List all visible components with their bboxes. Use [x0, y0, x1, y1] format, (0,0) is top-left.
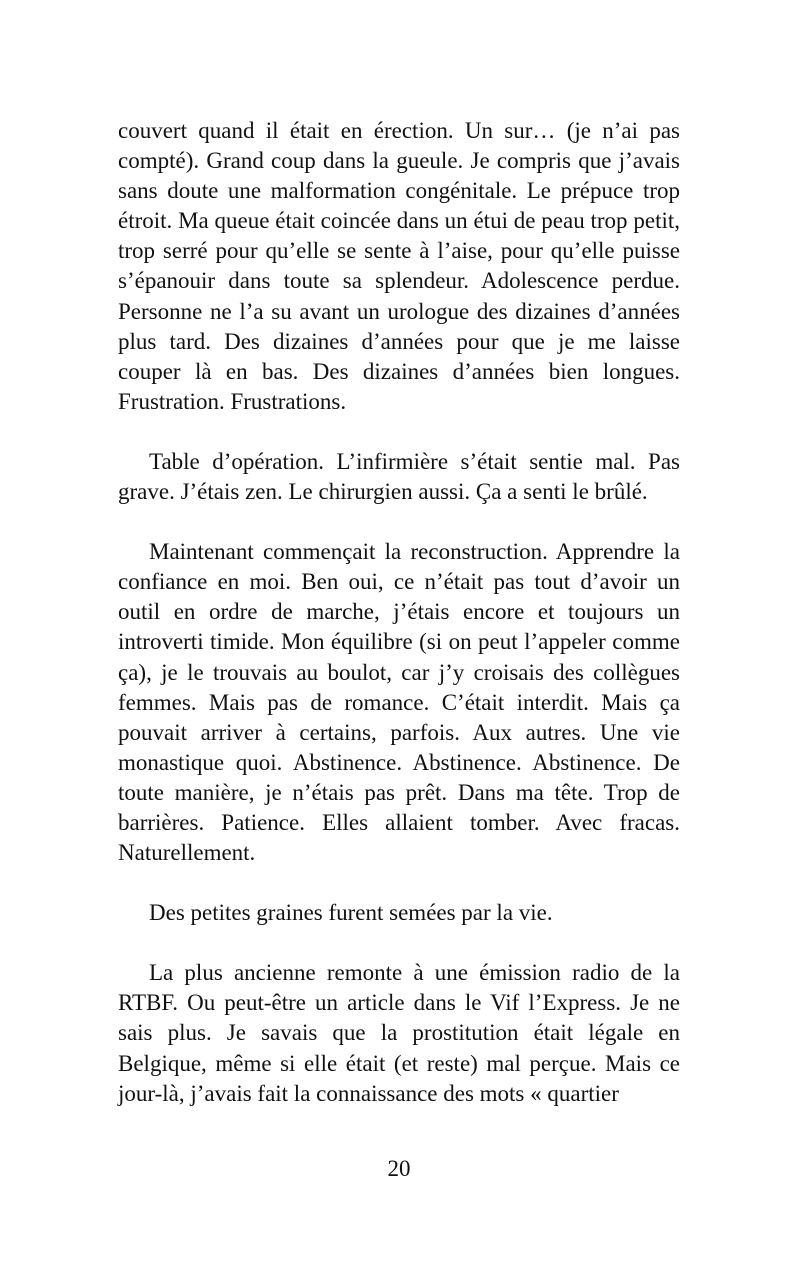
paragraph-gap	[118, 417, 680, 447]
paragraph-operation: Table d’opération. L’infirmière s’était sentie mal. Pas grave. J’étais zen. Le chirurgien aussi. Ça a senti le brûlé.	[118, 448, 680, 505]
paragraph-gap	[118, 507, 680, 537]
paragraph-reconstruction: Maintenant commençait la reconstruction. Apprendre la confiance en moi. Ben oui, ce n’était pas tout d’avoir un outil en ordre de marche, j’étais encore et toujours un introverti timide. Mon équilibre (si on peut l’appeler comme ça), je le trouvais au boulot, car j’y croisais des collègues femmes. Mais pas de romance. C’était interdit. Mais ça pouvait arriver à certains, parfois. Aux autres. Une vie monastique quoi. Abstinence. Abstinence. Abstinence. De toute manière, je n’étais pas prêt. Dans ma tête. Trop de barrières. Patience. Elles allaient tomber. Avec fracas. Naturellement.	[118, 539, 680, 866]
paragraph-seeds: Des petites graines furent semées par la vie.	[149, 900, 553, 926]
paragraph-rtbf: La plus ancienne remonte à une émission radio de la RTBF. Ou peut-être un article dans le Vif l’Express. Je ne sais plus. Je savais que la prostitution était légale en Belgique, même si elle était (et reste) mal perçue. Mais ce jour-là, j’avais fait la connaissance des mots « quartier	[118, 960, 680, 1106]
page-number: 20	[387, 1156, 411, 1181]
paragraph-continued: couvert quand il était en érection. Un sur… (je n’ai pas compté). Grand coup dans la gueule. Je compris que j’avais sans doute une malformation congénitale. Le prépuce trop étroit. Ma queue était coincée dans un étui de peau trop petit, trop serré pour qu’elle se sente à l’aise, pour qu’elle puisse s’épanouir dans toute sa splendeur. Adolescence perdue. Personne ne l’a su avant un urologue des dizaines d’années plus tard. Des dizaines d’années pour que je me laisse couper là en bas. Des dizaines d’années bien longues. Frustration. Frustrations.	[118, 118, 680, 414]
book-page-body	[118, 116, 680, 1109]
paragraph-gap	[118, 868, 680, 898]
paragraph-gap	[118, 928, 680, 958]
